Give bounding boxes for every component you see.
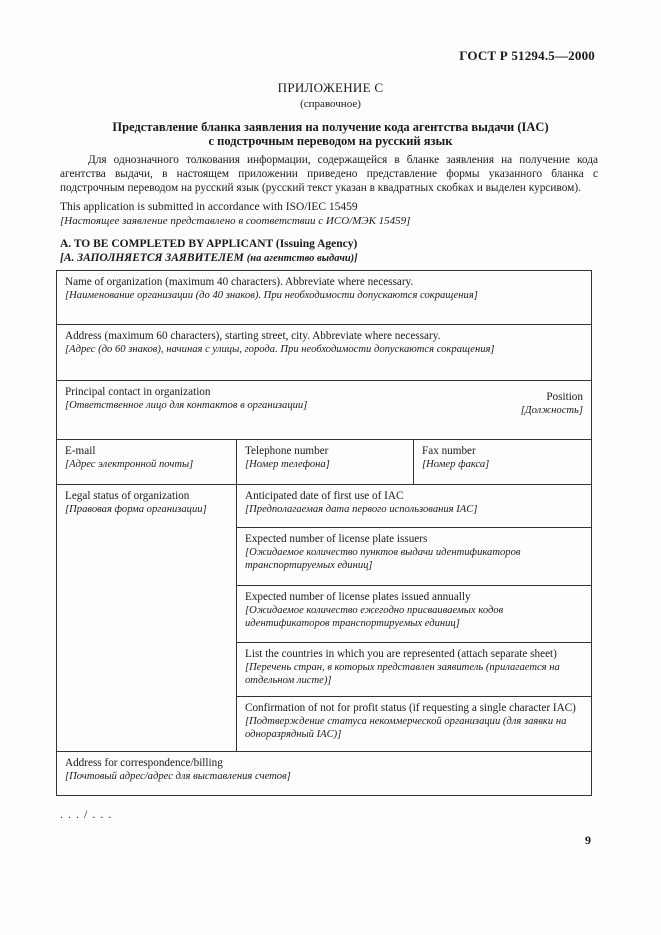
application-note-ru: [Настоящее заявление представлено в соответствии с ИСО/МЭК 15459] xyxy=(60,215,411,227)
nonprofit-label: Confirmation of not for profit status (if requesting a single character IAC) xyxy=(245,702,576,714)
fax-field[interactable] xyxy=(414,440,591,484)
email-label-ru: [Адрес электронной почты] xyxy=(65,459,194,470)
section-a-ru xyxy=(60,251,358,266)
legal-status-label: Legal status of organization xyxy=(65,490,190,502)
plate-issuers-label-ru: [Ожидаемое количество пунктов выдачи идентификаторов транспортируемых единиц] xyxy=(245,547,521,571)
org-name-field[interactable] xyxy=(57,271,591,324)
section-a-ru-sub: (на агентство выдачи)] xyxy=(246,253,358,264)
position-label-ru: [Должность] xyxy=(520,405,583,416)
countries-label: List the countries in which you are represented (attach separate sheet) xyxy=(245,648,557,660)
annex-title-block xyxy=(0,80,661,148)
fax-label-ru: [Номер факса] xyxy=(422,459,490,470)
section-a-en: A. TO BE COMPLETED BY APPLICANT (Issuing Agency) xyxy=(60,238,358,250)
position-label: Position xyxy=(546,391,583,403)
org-name-label: Name of organization (maximum 40 characters). Abbreviate where necessary. xyxy=(65,276,414,288)
phone-label-ru: [Номер телефона] xyxy=(245,459,330,470)
application-form xyxy=(56,270,592,796)
annex-heading-line2: с подстрочным переводом на русский язык xyxy=(208,134,453,148)
annex-title: ПРИЛОЖЕНИЕ С xyxy=(277,80,384,95)
correspondence-label-ru: [Почтовый адрес/адрес для выставления счетов] xyxy=(65,771,291,782)
first-use-date-label-ru: [Предполагаемая дата первого использования IAC] xyxy=(245,504,478,515)
phone-field[interactable] xyxy=(237,440,413,484)
plate-issuers-field[interactable] xyxy=(237,528,591,585)
contact-label: Principal contact in organization xyxy=(65,386,211,398)
page-number: 9 xyxy=(585,833,591,847)
standard-id: ГОСТ Р 51294.5—2000 xyxy=(459,48,595,63)
continuation-marker: . . . / . . . xyxy=(60,807,113,821)
email-field[interactable] xyxy=(57,440,236,484)
position-field[interactable] xyxy=(477,386,591,436)
plate-issuers-label: Expected number of license plate issuers xyxy=(245,533,428,545)
correspondence-label: Address for correspondence/billing xyxy=(65,757,223,769)
address-label: Address (maximum 60 characters), starting street, city. Abbreviate where necessary. xyxy=(65,330,441,342)
countries-label-ru: [Перечень стран, в которых представлен заявитель (прилагается на отдельном листе)] xyxy=(245,662,560,686)
email-label: E-mail xyxy=(65,445,96,457)
nonprofit-field[interactable] xyxy=(237,697,591,751)
plates-annually-field[interactable] xyxy=(237,586,591,642)
contact-field[interactable] xyxy=(57,381,477,439)
contact-label-ru: [Ответственное лицо для контактов в организации] xyxy=(65,400,308,411)
application-note-en: This application is submitted in accordance with ISO/IEC 15459 xyxy=(60,201,358,213)
plates-annually-label: Expected number of license plates issued annually xyxy=(245,591,471,603)
plates-annually-label-ru: [Ожидаемое количество ежегодно присваиваемых кодов идентификаторов транспортируемых единиц] xyxy=(245,605,504,629)
org-name-label-ru: [Наименование организации (до 40 знаков). При необходимости допускаются сокращения] xyxy=(65,290,478,301)
countries-field[interactable] xyxy=(237,643,591,696)
phone-label: Telephone number xyxy=(245,445,329,457)
legal-status-label-ru: [Правовая форма организации] xyxy=(65,504,207,515)
legal-status-field[interactable] xyxy=(57,485,236,751)
nonprofit-label-ru: [Подтверждение статуса некоммерческой организации (для заявки на одноразрядный IAC)] xyxy=(245,716,567,740)
section-a-ru-main: [А. ЗАПОЛНЯЕТСЯ ЗАЯВИТЕЛЕМ xyxy=(60,252,244,264)
first-use-date-label: Anticipated date of first use of IAC xyxy=(245,490,404,502)
address-field[interactable] xyxy=(57,325,591,380)
application-note xyxy=(60,200,410,228)
annex-heading-line1: Представление бланка заявления на получение кода агентства выдачи (IAC) xyxy=(112,120,549,134)
first-use-date-field[interactable] xyxy=(237,485,591,527)
section-a-heading xyxy=(60,237,358,266)
annex-heading xyxy=(0,120,661,148)
intro-paragraph: Для однозначного толкования информации, содержащейся в бланке заявления на получение кода агентства выдачи, в настоящем приложении приведено представление формы указанного бланка с подстрочным переводом на русский язык (русский текст указан в квадратных скобках и выделен курсивом). xyxy=(60,154,598,194)
correspondence-field[interactable] xyxy=(57,752,591,795)
annex-subtitle: (справочное) xyxy=(300,98,361,110)
address-label-ru: [Адрес (до 60 знаков), начиная с улицы, города. При необходимости допускаются сокращения] xyxy=(65,344,495,355)
fax-label: Fax number xyxy=(422,445,476,457)
